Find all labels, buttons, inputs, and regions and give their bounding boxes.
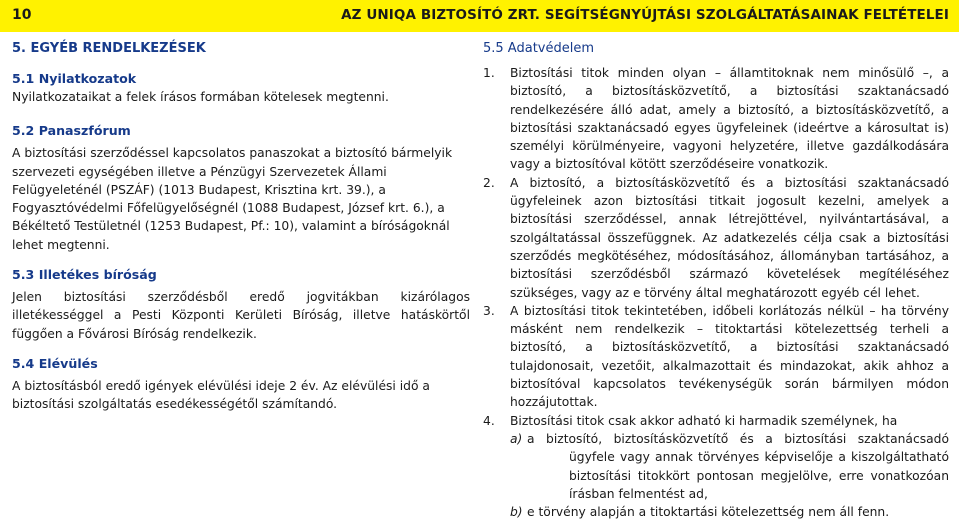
subsection-text-5-3: Jelen biztosítási szerződésből eredő jogvitákban kizárólagos illetékességgel a Pesti Központi Kerületi Bíróság, illetve hatáskörtől függően a Fővárosi Bíróság rendelkezik. (12, 290, 470, 341)
list-item (483, 412, 949, 521)
list-item-number: 3. (483, 303, 495, 318)
sub-list-item (510, 430, 949, 503)
subsection-title-5-2: 5.2 Panaszfórum (12, 123, 131, 139)
list-item (483, 174, 949, 302)
list-item (483, 302, 949, 412)
document-title: AZ UNIQA BIZTOSÍTÓ ZRT. SEGÍTSÉGNYÚJTÁSI SZOLGÁLTATÁSAINAK FELTÉTELEI (341, 7, 949, 23)
list-item-text: Biztosítási titok minden olyan – államtitoknak nem minősülő –, a biztosító, a biztosításközvetítő, a biztosítási szaktanácsadó rendelkezésére álló adat, amely a biztosító, a biztosításközvetítő, a biztosítási szaktanácsadó egyes ügyfeleinek (ideértve a károsultat is) személyi körülményeire, vagyoni helyzetére, illetve gazdálkodására vagy a biztosítóval kötött szerződéseire vonatkozik. (510, 66, 949, 172)
left-column (12, 40, 470, 414)
subsection-title-5-5: 5.5 Adatvédelem (483, 41, 595, 56)
list-item-text: A biztosító, a biztosításközvetítő és a biztosítási szaktanácsadó ügyfeleinek azon biztosítási titkait jogosult kezelni, amelyek a biztosítási szerződéssel, annak létrejöttével, nyilvántartásával, a szolgáltatással összefüggnek. Az adatkezelés célja csak a biztosítási szerződés megkötéséhez, módosításához, állományban tartásához, a biztosítási szerződésből származó követelések megítéléséhez szükséges, vagy az e törvény által meghatározott egyéb cél lehet. (510, 175, 949, 300)
sub-item-text: e törvény alapján a titoktartási kötelezettség nem áll fenn. (527, 505, 890, 520)
subsection-title-5-3: 5.3 Illetékes bíróság (12, 267, 157, 283)
subsection-text-5-4: A biztosításból eredő igények elévülési ideje 2 év. Az elévülési idő a biztosítási szolgáltatás esedékességétől számítandó. (12, 378, 430, 412)
list-item-number: 2. (483, 175, 495, 190)
sub-list-item (510, 503, 949, 521)
page-header (0, 0, 959, 32)
list-item-text: Biztosítási titok csak akkor adható ki harmadik személynek, ha (510, 413, 898, 428)
list-item-number: 1. (483, 66, 495, 80)
subsection-text-5-1: Nyilatkozataikat a felek írásos formában kötelesek megtenni. (12, 90, 389, 104)
section-title: 5. EGYÉB RENDELKEZÉSEK (12, 41, 206, 56)
page-number: 10 (12, 7, 32, 23)
sub-item-label: b) (510, 505, 523, 520)
list-item-text: A biztosítási titok tekintetében, időbeli korlátozás nélkül – ha törvény másként nem rendelkezik – titoktartási kötelezettség terheli a biztosító, a biztosításközvetítő, a biztosítási szaktanácsadó tulajdonosait, vezetőit, alkalmazottait és mindazokat, akik ahhoz a biztosítóval kapcsolatos tevékenységük során bármilyen módon hozzájutottak. (510, 303, 949, 410)
sub-item-text: a biztosító, biztosításközvetítő és a biztosítási szaktanácsadó ügyfele vagy annak törvényes képviselője a kiszolgáltatható biztosítási titokkört pontosan megjelölve, erre vonatkozóan írásban felmentést ad, (527, 431, 949, 501)
list-item (483, 64, 949, 174)
right-column (483, 40, 949, 521)
data-protection-list (483, 64, 949, 521)
sub-item-label: a) (510, 431, 523, 446)
subsection-title-5-4: 5.4 Elévülés (12, 355, 98, 371)
subsection-title-5-1: 5.1 Nyilatkozatok (12, 71, 137, 86)
list-item-number: 4. (483, 413, 495, 428)
subsection-text-5-2: A biztosítási szerződéssel kapcsolatos panaszokat a biztosító bármelyik szervezeti egységében illetve a Pénzügyi Szervezetek Állami Felügyeleténél (PSZÁF) (1013 Budapest, Krisztina krt. 39.), a Fogyasztóvédelmi Főfelügyelőségnél (1088 Budapest, József krt. 6.), a Békéltető Testületnél (1253 Budapest, Pf.: 10), valamint a bíróságoknál lehet megtenni. (12, 146, 453, 252)
